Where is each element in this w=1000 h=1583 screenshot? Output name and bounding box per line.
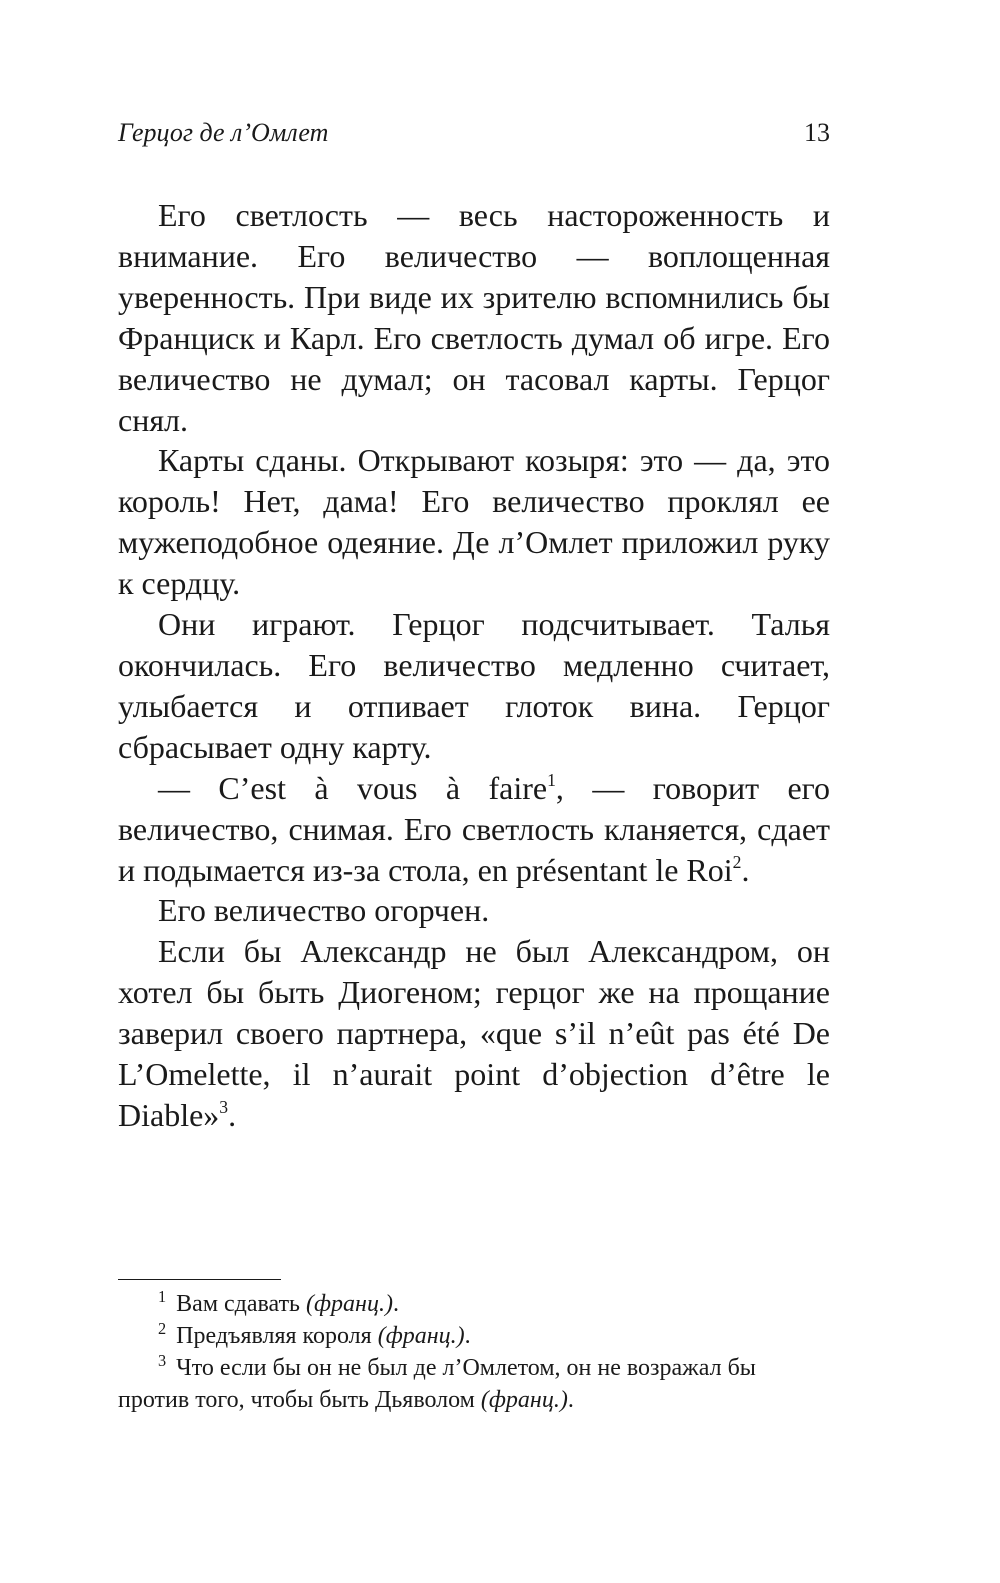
footnote-number: 1 [158,1287,167,1307]
text-run: Если бы Александр не был Александром, он хотел бы быть Диогеном; герцог же на прощание заверил своего партнера, «que s’il n’eût pas été De L’Omelette, il n’aurait point d’objection d’être le Diable» [118,933,830,1133]
book-page [118,112,830,1136]
footnote-ref-3: 3 [219,1096,229,1117]
footnote-language: (франц.) [306,1291,393,1317]
footnote-ref-1: 1 [547,769,556,790]
running-head [118,112,830,158]
footnote-language: (франц.) [377,1323,465,1349]
paragraph: Его светлость — весь настороженность и внимание. Его величество — воплощенная уверенность. При виде их зрителю вспомнились бы Франциск и Карл. Его светлость думал об игре. Его величество не думал; он тасовал карты. Герцог снял. [118,197,830,438]
footnotes [118,1279,830,1416]
text-run: . [741,851,750,888]
footnote-number: 3 [158,1351,167,1371]
footnote-divider [118,1279,281,1280]
body-text [118,195,830,1136]
footnote-1 [118,1288,830,1320]
footnote-number: 2 [158,1319,167,1339]
text-run: — C’est à vous à faire [158,769,548,806]
paragraph: Карты сданы. Открывают козыря: это — да, это король! Нет, дама! Его величество проклял ее мужеподобное одеяние. Де л’Омлет приложил руку к сердцу. [118,442,830,602]
footnote-2 [118,1320,830,1352]
running-title: Герцог де л’Омлет [118,118,329,147]
footnote-text: Что если бы он не был де л’Омлетом, он не возражал бы против того, чтобы быть Дьяволом [118,1355,756,1413]
paragraph: Они играют. Герцог подсчитывает. Талья окончилась. Его величество медленно считает, улыбается и отпивает глоток вина. Герцог сбрасывает одну карту. [118,606,830,765]
page-number: 13 [804,118,830,147]
footnote-end: . [464,1323,471,1349]
paragraph [118,768,830,891]
paragraph [118,931,830,1136]
footnote-end: . [392,1291,399,1317]
text-run: , — говорит его величество, снимая. Его светлость кланяется, сдает и подымается из-за стола, en présentant le Roi [118,769,831,888]
footnote-end: . [567,1387,574,1413]
footnote-text: Предъявляя короля [176,1323,378,1349]
paragraph: Его величество огорчен. [158,892,490,929]
footnote-language: (франц.) [480,1387,568,1413]
text-run: . [228,1096,237,1133]
footnote-ref-2: 2 [732,851,742,872]
footnote-3 [118,1352,830,1416]
footnote-text: Вам сдавать [176,1291,306,1317]
